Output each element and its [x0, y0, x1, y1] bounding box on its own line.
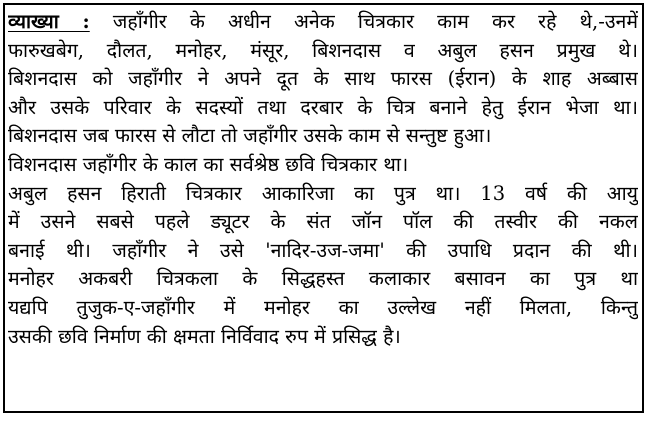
- text-line-12: उसकी छवि निर्माण की क्षमता निर्विवाद रुप में प्रसिद्ध है।: [8, 324, 401, 348]
- text-line-10: मनोहर अकबरी चित्रकला के सिद्धहस्त कलाकार बसावन का पुत्र था: [8, 267, 638, 291]
- text-line-1: [8, 8, 638, 37]
- text-line-6: विशनदास जहाँगीर के काल का सर्वश्रेष्ठ छवि चित्रकार था।: [8, 152, 409, 176]
- text-line-11: यद्यपि तुजुक-ए-जहाँगीर में मनोहर का उल्लेख नहीं मिलता, किन्तु: [8, 295, 638, 319]
- text-line-9: बनाई थी। जहाँगीर ने उसे 'नादिर-उज-जमा' की उपाधि प्रदान की थी।: [8, 238, 638, 262]
- text-line-3: बिशनदास को जहाँगीर ने अपने दूत के साथ फारस (ईरान) के शाह अब्बास: [8, 67, 638, 91]
- line-1-text: जहाँगीर के अधीन अनेक चित्रकार काम कर रहे थे,-उनमें: [112, 10, 638, 33]
- text-line-7: अबुल हसन हिराती चित्रकार आकारिजा का पुत्र था। 13 वर्ष की आयु: [8, 181, 638, 205]
- text-line-8: में उसने सबसे पहले ड्यूटर के संत जॉन पॉल की तस्वीर की नकल: [8, 210, 638, 234]
- text-line-2: फारुखबेग, दौलत, मनोहर, मंसूर, बिशनदास व अबुल हसन प्रमुख थे।: [8, 38, 638, 62]
- text-line-4: और उसके परिवार के सदस्यों तथा दरबार के चित्र बनाने हेतु ईरान भेजा था।: [8, 95, 638, 119]
- text-line-5: बिशनदास जब फारस से लौटा तो जहाँगीर उसके काम से सन्तुष्ट हुआ।: [8, 124, 492, 148]
- explanation-text: [8, 8, 638, 351]
- explanation-heading: व्याख्या :: [8, 10, 90, 33]
